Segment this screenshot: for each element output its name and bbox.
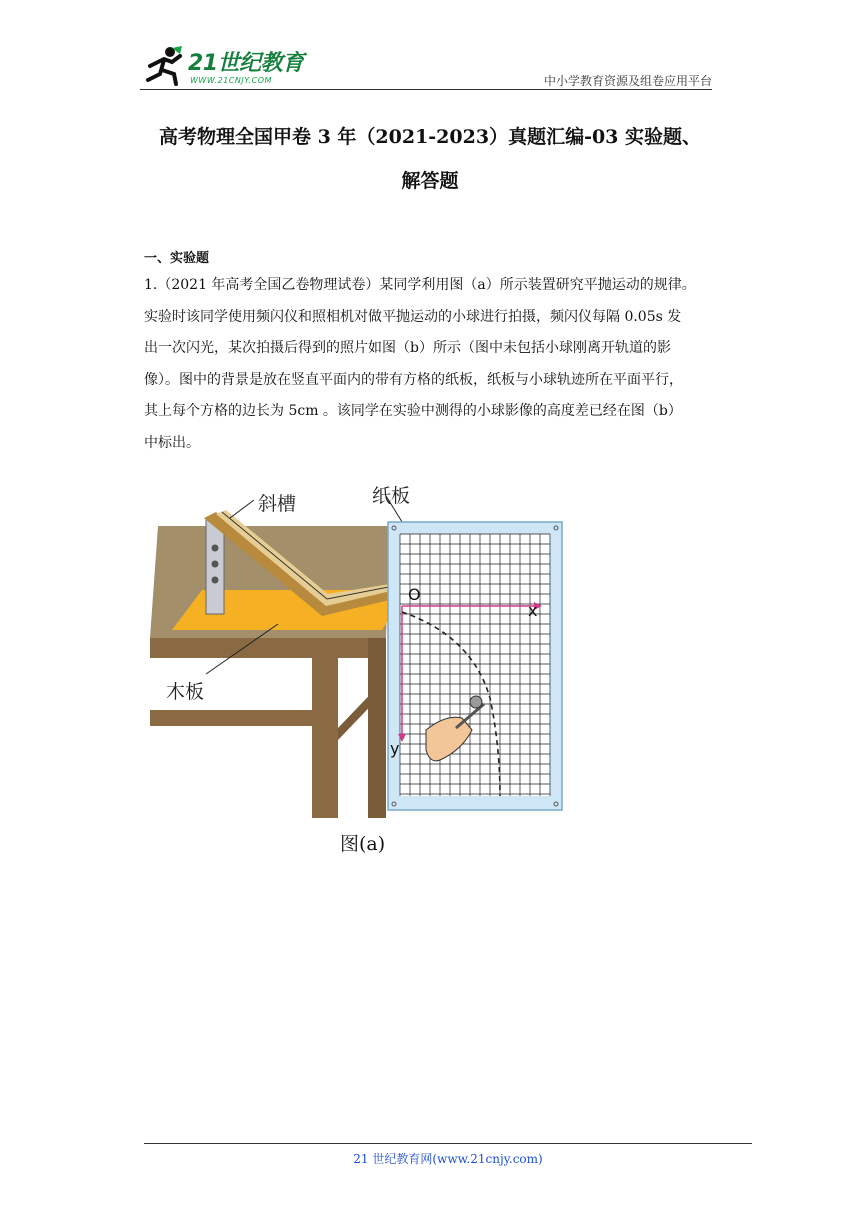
- label-board: 纸板: [372, 485, 411, 507]
- label-wood: 木板: [166, 681, 205, 703]
- header-divider: [140, 89, 712, 90]
- question-line: 中标出。: [144, 434, 200, 451]
- table-leg: [312, 658, 338, 818]
- stand-hole: [212, 577, 219, 584]
- stand-hole: [212, 545, 219, 552]
- runner-icon: [142, 44, 192, 88]
- ball-icon: [470, 696, 482, 708]
- question-line: 出一次闪光，某次拍摄后得到的照片如图（b）所示（图中未包括小球刚离开轨道的影: [144, 340, 671, 357]
- question-line: 1.（2021 年高考全国乙卷物理试卷）某同学利用图（a）所示装置研究平抛运动的规律。: [144, 277, 696, 293]
- page-title-continued: 解答题: [401, 170, 459, 192]
- label-origin: O: [408, 585, 421, 604]
- apparatus-diagram: [150, 478, 570, 858]
- question-line: 实验时该同学使用频闪仪和照相机对做平抛运动的小球进行拍摄，频闪仪每隔 0.05s 发: [144, 308, 682, 325]
- table-edge: [150, 638, 386, 658]
- page-header: [140, 40, 712, 90]
- page-title: 高考物理全国甲卷 3 年（2021-2023）真题汇编-03 实验题、: [158, 126, 702, 148]
- label-pointer: [230, 500, 254, 518]
- figure-a: [150, 478, 570, 858]
- section-heading: 一、实验题: [144, 251, 210, 266]
- table-leg: [368, 638, 386, 818]
- logo-url: WWW.21CNJY.COM: [190, 76, 272, 85]
- table-crossbar: [150, 710, 312, 726]
- figure-caption: 图(a): [340, 833, 386, 855]
- site-logo: [140, 40, 310, 92]
- stand-hole: [212, 561, 219, 568]
- label-x-axis: x: [528, 601, 538, 620]
- question-text: [144, 270, 719, 460]
- logo-text: 21世纪教育: [188, 51, 304, 76]
- header-tagline: 中小学教育资源及组卷应用平台: [543, 74, 712, 88]
- footer-divider: [144, 1143, 752, 1144]
- question-line: 其上每个方格的边长为 5cm 。该同学在实验中测得的小球影像的高度差已经在图（b）: [144, 403, 682, 420]
- label-chute: 斜槽: [258, 493, 297, 515]
- label-y-axis: y: [390, 739, 400, 758]
- footer-text: 21 世纪教育网(www.21cnjy.com): [353, 1152, 543, 1166]
- question-line: 像）。图中的背景是放在竖直平面内的带有方格的纸板，纸板与小球轨迹所在平面平行，: [144, 371, 683, 388]
